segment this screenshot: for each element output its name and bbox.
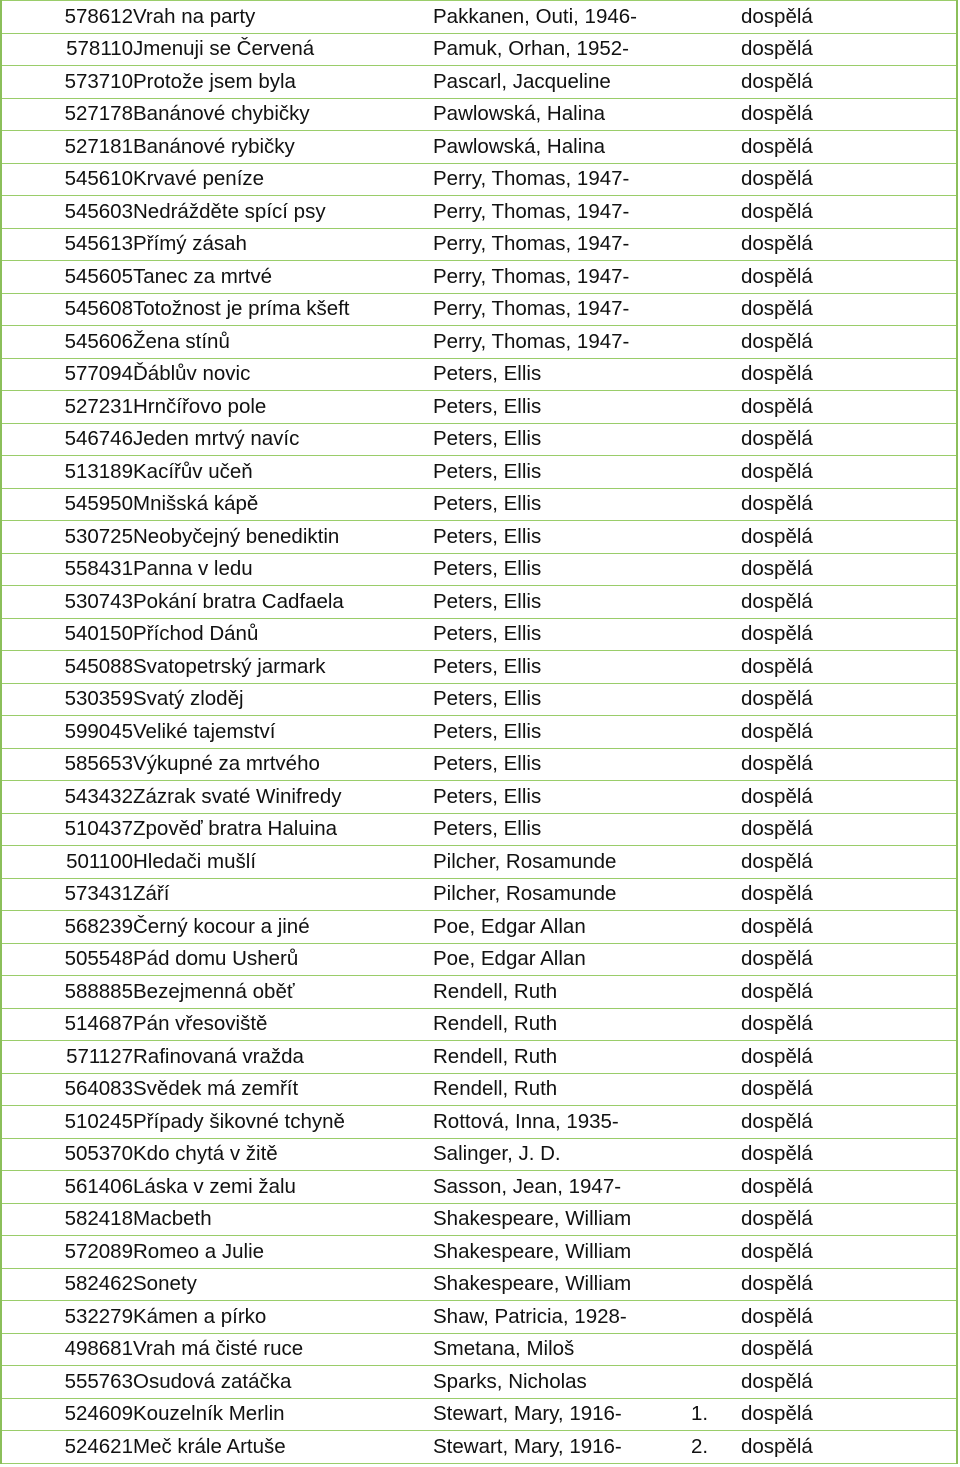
table-row xyxy=(1,781,957,814)
book-volume-cell xyxy=(691,326,741,359)
book-audience-cell: dospělá xyxy=(741,1008,957,1041)
book-author-cell: Perry, Thomas, 1947- xyxy=(433,228,691,261)
book-title-cell: Výkupné za mrtvého xyxy=(133,748,433,781)
table-row xyxy=(1,33,957,66)
book-id-cell: 561406 xyxy=(1,1171,133,1204)
book-title-cell: Vrah má čisté ruce xyxy=(133,1333,433,1366)
book-audience-cell: dospělá xyxy=(741,943,957,976)
book-volume-cell xyxy=(691,748,741,781)
book-id-cell: 578110 xyxy=(1,33,133,66)
book-title-cell: Zázrak svaté Winifredy xyxy=(133,781,433,814)
book-id-cell: 514687 xyxy=(1,1008,133,1041)
table-row xyxy=(1,521,957,554)
book-volume-cell xyxy=(691,66,741,99)
book-id-cell: 527231 xyxy=(1,391,133,424)
book-id-cell: 582462 xyxy=(1,1268,133,1301)
table-row xyxy=(1,1138,957,1171)
book-volume-cell xyxy=(691,1138,741,1171)
book-title-cell: Rafinovaná vražda xyxy=(133,1041,433,1074)
book-volume-cell xyxy=(691,813,741,846)
book-audience-cell: dospělá xyxy=(741,1366,957,1399)
book-author-cell: Rendell, Ruth xyxy=(433,1041,691,1074)
table-row xyxy=(1,1268,957,1301)
table-row xyxy=(1,1333,957,1366)
table-row xyxy=(1,163,957,196)
book-id-cell: 527181 xyxy=(1,131,133,164)
table-row xyxy=(1,488,957,521)
table-row xyxy=(1,1301,957,1334)
table-row xyxy=(1,813,957,846)
book-audience-cell: dospělá xyxy=(741,131,957,164)
book-title-cell: Tanec za mrtvé xyxy=(133,261,433,294)
table-row xyxy=(1,423,957,456)
book-audience-cell: dospělá xyxy=(741,1301,957,1334)
table-row xyxy=(1,1236,957,1269)
table-row xyxy=(1,1,957,34)
book-author-cell: Peters, Ellis xyxy=(433,521,691,554)
book-id-cell: 545605 xyxy=(1,261,133,294)
book-volume-cell xyxy=(691,1008,741,1041)
book-author-cell: Perry, Thomas, 1947- xyxy=(433,196,691,229)
book-volume-cell xyxy=(691,716,741,749)
book-audience-cell: dospělá xyxy=(741,488,957,521)
book-audience-cell: dospělá xyxy=(741,163,957,196)
book-author-cell: Sparks, Nicholas xyxy=(433,1366,691,1399)
book-title-cell: Banánové chybičky xyxy=(133,98,433,131)
book-volume-cell xyxy=(691,1073,741,1106)
book-id-cell: 585653 xyxy=(1,748,133,781)
book-id-cell: 524609 xyxy=(1,1398,133,1431)
table-row xyxy=(1,976,957,1009)
book-author-cell: Peters, Ellis xyxy=(433,651,691,684)
book-author-cell: Peters, Ellis xyxy=(433,391,691,424)
book-title-cell: Macbeth xyxy=(133,1203,433,1236)
book-volume-cell xyxy=(691,683,741,716)
book-id-cell: 540150 xyxy=(1,618,133,651)
book-author-cell: Pilcher, Rosamunde xyxy=(433,846,691,879)
table-row xyxy=(1,1008,957,1041)
book-volume-cell xyxy=(691,1268,741,1301)
book-author-cell: Shakespeare, William xyxy=(433,1236,691,1269)
book-id-cell: 582418 xyxy=(1,1203,133,1236)
book-id-cell: 573431 xyxy=(1,878,133,911)
book-id-cell: 573710 xyxy=(1,66,133,99)
book-title-cell: Svatý zloděj xyxy=(133,683,433,716)
book-id-cell: 599045 xyxy=(1,716,133,749)
book-volume-cell xyxy=(691,1041,741,1074)
book-volume-cell xyxy=(691,131,741,164)
book-id-cell: 577094 xyxy=(1,358,133,391)
book-id-cell: 510245 xyxy=(1,1106,133,1139)
book-volume-cell xyxy=(691,976,741,1009)
book-volume-cell xyxy=(691,391,741,424)
table-row xyxy=(1,98,957,131)
table-row xyxy=(1,131,957,164)
book-title-cell: Pán vřesoviště xyxy=(133,1008,433,1041)
table-row xyxy=(1,261,957,294)
table-row xyxy=(1,228,957,261)
book-author-cell: Smetana, Miloš xyxy=(433,1333,691,1366)
book-id-cell: 532279 xyxy=(1,1301,133,1334)
book-author-cell: Peters, Ellis xyxy=(433,716,691,749)
book-author-cell: Stewart, Mary, 1916- xyxy=(433,1431,691,1464)
book-id-cell: 530743 xyxy=(1,586,133,619)
book-volume-cell xyxy=(691,261,741,294)
table-row xyxy=(1,326,957,359)
table-row xyxy=(1,456,957,489)
book-audience-cell: dospělá xyxy=(741,683,957,716)
book-audience-cell: dospělá xyxy=(741,911,957,944)
book-audience-cell: dospělá xyxy=(741,456,957,489)
book-author-cell: Perry, Thomas, 1947- xyxy=(433,261,691,294)
book-audience-cell: dospělá xyxy=(741,1041,957,1074)
book-author-cell: Pascarl, Jacqueline xyxy=(433,66,691,99)
book-title-cell: Případy šikovné tchyně xyxy=(133,1106,433,1139)
book-author-cell: Pakkanen, Outi, 1946- xyxy=(433,1,691,34)
book-audience-cell: dospělá xyxy=(741,1,957,34)
table-row xyxy=(1,618,957,651)
book-audience-cell: dospělá xyxy=(741,1236,957,1269)
book-title-cell: Nedrážděte spící psy xyxy=(133,196,433,229)
book-id-cell: 558431 xyxy=(1,553,133,586)
table-row xyxy=(1,943,957,976)
book-author-cell: Peters, Ellis xyxy=(433,553,691,586)
book-id-cell: 498681 xyxy=(1,1333,133,1366)
table-row xyxy=(1,683,957,716)
book-audience-cell: dospělá xyxy=(741,228,957,261)
book-audience-cell: dospělá xyxy=(741,196,957,229)
book-audience-cell: dospělá xyxy=(741,553,957,586)
book-volume-cell xyxy=(691,943,741,976)
book-author-cell: Rottová, Inna, 1935- xyxy=(433,1106,691,1139)
table-row xyxy=(1,586,957,619)
book-author-cell: Pawlowská, Halina xyxy=(433,98,691,131)
book-volume-cell xyxy=(691,163,741,196)
book-audience-cell: dospělá xyxy=(741,358,957,391)
book-audience-cell: dospělá xyxy=(741,748,957,781)
book-title-cell: Jmenuji se Červená xyxy=(133,33,433,66)
book-volume-cell xyxy=(691,521,741,554)
book-volume-cell xyxy=(691,651,741,684)
book-title-cell: Černý kocour a jiné xyxy=(133,911,433,944)
table-row xyxy=(1,846,957,879)
book-title-cell: Ďáblův novic xyxy=(133,358,433,391)
book-audience-cell: dospělá xyxy=(741,1398,957,1431)
table-row xyxy=(1,651,957,684)
book-author-cell: Perry, Thomas, 1947- xyxy=(433,293,691,326)
book-title-cell: Kámen a pírko xyxy=(133,1301,433,1334)
book-author-cell: Pawlowská, Halina xyxy=(433,131,691,164)
book-volume-cell: 1. xyxy=(691,1398,741,1431)
book-audience-cell: dospělá xyxy=(741,1138,957,1171)
book-audience-cell: dospělá xyxy=(741,618,957,651)
book-author-cell: Perry, Thomas, 1947- xyxy=(433,326,691,359)
book-author-cell: Peters, Ellis xyxy=(433,618,691,651)
book-author-cell: Peters, Ellis xyxy=(433,488,691,521)
book-id-cell: 530359 xyxy=(1,683,133,716)
book-volume-cell xyxy=(691,456,741,489)
book-volume-cell xyxy=(691,1203,741,1236)
book-volume-cell xyxy=(691,1171,741,1204)
book-id-cell: 545610 xyxy=(1,163,133,196)
book-author-cell: Perry, Thomas, 1947- xyxy=(433,163,691,196)
book-author-cell: Peters, Ellis xyxy=(433,456,691,489)
table-row xyxy=(1,1041,957,1074)
book-volume-cell xyxy=(691,911,741,944)
book-author-cell: Rendell, Ruth xyxy=(433,1008,691,1041)
book-title-cell: Sonety xyxy=(133,1268,433,1301)
book-title-cell: Totožnost je príma kšeft xyxy=(133,293,433,326)
book-volume-cell xyxy=(691,33,741,66)
table-row xyxy=(1,293,957,326)
book-title-cell: Bezejmenná oběť xyxy=(133,976,433,1009)
book-title-cell: Krvavé peníze xyxy=(133,163,433,196)
book-author-cell: Salinger, J. D. xyxy=(433,1138,691,1171)
table-row xyxy=(1,911,957,944)
book-title-cell: Kdo chytá v žitě xyxy=(133,1138,433,1171)
book-title-cell: Mnišská kápě xyxy=(133,488,433,521)
book-id-cell: 546746 xyxy=(1,423,133,456)
book-title-cell: Veliké tajemství xyxy=(133,716,433,749)
book-title-cell: Hledači mušlí xyxy=(133,846,433,879)
book-author-cell: Rendell, Ruth xyxy=(433,1073,691,1106)
book-id-cell: 545613 xyxy=(1,228,133,261)
book-volume-cell xyxy=(691,98,741,131)
book-volume-cell xyxy=(691,488,741,521)
book-audience-cell: dospělá xyxy=(741,1106,957,1139)
book-id-cell: 527178 xyxy=(1,98,133,131)
book-author-cell: Poe, Edgar Allan xyxy=(433,943,691,976)
book-author-cell: Peters, Ellis xyxy=(433,358,691,391)
table-row xyxy=(1,1073,957,1106)
book-volume-cell xyxy=(691,423,741,456)
book-audience-cell: dospělá xyxy=(741,976,957,1009)
book-audience-cell: dospělá xyxy=(741,1431,957,1464)
book-title-cell: Kacířův učeň xyxy=(133,456,433,489)
book-title-cell: Příchod Dánů xyxy=(133,618,433,651)
book-audience-cell: dospělá xyxy=(741,521,957,554)
book-volume-cell xyxy=(691,878,741,911)
table-row xyxy=(1,1431,957,1464)
book-author-cell: Peters, Ellis xyxy=(433,781,691,814)
book-author-cell: Sasson, Jean, 1947- xyxy=(433,1171,691,1204)
book-volume-cell xyxy=(691,846,741,879)
book-title-cell: Neobyčejný benediktin xyxy=(133,521,433,554)
table-row xyxy=(1,1398,957,1431)
table-row xyxy=(1,1106,957,1139)
book-volume-cell xyxy=(691,196,741,229)
book-id-cell: 545950 xyxy=(1,488,133,521)
book-volume-cell xyxy=(691,1333,741,1366)
book-audience-cell: dospělá xyxy=(741,33,957,66)
book-title-cell: Zpověď bratra Haluina xyxy=(133,813,433,846)
book-title-cell: Jeden mrtvý navíc xyxy=(133,423,433,456)
book-audience-cell: dospělá xyxy=(741,423,957,456)
book-audience-cell: dospělá xyxy=(741,651,957,684)
table-row xyxy=(1,1366,957,1399)
book-volume-cell xyxy=(691,293,741,326)
book-id-cell: 588885 xyxy=(1,976,133,1009)
book-title-cell: Protože jsem byla xyxy=(133,66,433,99)
book-volume-cell xyxy=(691,228,741,261)
book-author-cell: Poe, Edgar Allan xyxy=(433,911,691,944)
book-audience-cell: dospělá xyxy=(741,98,957,131)
book-title-cell: Žena stínů xyxy=(133,326,433,359)
table-row xyxy=(1,553,957,586)
book-id-cell: 568239 xyxy=(1,911,133,944)
book-volume-cell xyxy=(691,618,741,651)
book-id-cell: 513189 xyxy=(1,456,133,489)
book-audience-cell: dospělá xyxy=(741,1203,957,1236)
table-row xyxy=(1,716,957,749)
book-audience-cell: dospělá xyxy=(741,781,957,814)
book-author-cell: Shakespeare, William xyxy=(433,1268,691,1301)
book-audience-cell: dospělá xyxy=(741,813,957,846)
book-id-cell: 545603 xyxy=(1,196,133,229)
table-row xyxy=(1,748,957,781)
table-row xyxy=(1,1171,957,1204)
book-author-cell: Pamuk, Orhan, 1952- xyxy=(433,33,691,66)
book-id-cell: 564083 xyxy=(1,1073,133,1106)
book-title-cell: Pád domu Usherů xyxy=(133,943,433,976)
book-id-cell: 501100 xyxy=(1,846,133,879)
book-title-cell: Osudová zatáčka xyxy=(133,1366,433,1399)
book-audience-cell: dospělá xyxy=(741,878,957,911)
book-title-cell: Svědek má zemřít xyxy=(133,1073,433,1106)
book-audience-cell: dospělá xyxy=(741,1268,957,1301)
book-author-cell: Shakespeare, William xyxy=(433,1203,691,1236)
book-author-cell: Stewart, Mary, 1916- xyxy=(433,1398,691,1431)
book-author-cell: Peters, Ellis xyxy=(433,748,691,781)
book-audience-cell: dospělá xyxy=(741,326,957,359)
book-author-cell: Peters, Ellis xyxy=(433,423,691,456)
book-title-cell: Vrah na party xyxy=(133,1,433,34)
table-row xyxy=(1,358,957,391)
book-audience-cell: dospělá xyxy=(741,1333,957,1366)
book-title-cell: Přímý zásah xyxy=(133,228,433,261)
book-volume-cell xyxy=(691,1236,741,1269)
book-volume-cell xyxy=(691,586,741,619)
book-volume-cell xyxy=(691,1301,741,1334)
book-title-cell: Meč krále Artuše xyxy=(133,1431,433,1464)
book-id-cell: 545608 xyxy=(1,293,133,326)
table-row xyxy=(1,66,957,99)
table-row xyxy=(1,391,957,424)
book-title-cell: Hrnčířovo pole xyxy=(133,391,433,424)
book-audience-cell: dospělá xyxy=(741,1171,957,1204)
book-volume-cell: 2. xyxy=(691,1431,741,1464)
table-row xyxy=(1,1203,957,1236)
book-id-cell: 578612 xyxy=(1,1,133,34)
book-audience-cell: dospělá xyxy=(741,391,957,424)
book-author-cell: Peters, Ellis xyxy=(433,683,691,716)
book-author-cell: Peters, Ellis xyxy=(433,813,691,846)
book-title-cell: Kouzelník Merlin xyxy=(133,1398,433,1431)
book-volume-cell xyxy=(691,1,741,34)
book-title-cell: Září xyxy=(133,878,433,911)
book-id-cell: 572089 xyxy=(1,1236,133,1269)
book-author-cell: Shaw, Patricia, 1928- xyxy=(433,1301,691,1334)
book-id-cell: 545606 xyxy=(1,326,133,359)
book-id-cell: 505370 xyxy=(1,1138,133,1171)
book-title-cell: Romeo a Julie xyxy=(133,1236,433,1269)
book-id-cell: 555763 xyxy=(1,1366,133,1399)
catalog-table-body xyxy=(1,1,957,1464)
book-volume-cell xyxy=(691,358,741,391)
book-audience-cell: dospělá xyxy=(741,66,957,99)
book-volume-cell xyxy=(691,1366,741,1399)
book-audience-cell: dospělá xyxy=(741,846,957,879)
book-author-cell: Peters, Ellis xyxy=(433,586,691,619)
book-author-cell: Pilcher, Rosamunde xyxy=(433,878,691,911)
book-id-cell: 530725 xyxy=(1,521,133,554)
book-volume-cell xyxy=(691,781,741,814)
book-title-cell: Panna v ledu xyxy=(133,553,433,586)
book-title-cell: Pokání bratra Cadfaela xyxy=(133,586,433,619)
book-id-cell: 524621 xyxy=(1,1431,133,1464)
book-audience-cell: dospělá xyxy=(741,586,957,619)
book-title-cell: Banánové rybičky xyxy=(133,131,433,164)
book-id-cell: 571127 xyxy=(1,1041,133,1074)
book-title-cell: Svatopetrský jarmark xyxy=(133,651,433,684)
book-title-cell: Láska v zemi žalu xyxy=(133,1171,433,1204)
book-author-cell: Rendell, Ruth xyxy=(433,976,691,1009)
book-volume-cell xyxy=(691,1106,741,1139)
book-id-cell: 510437 xyxy=(1,813,133,846)
book-audience-cell: dospělá xyxy=(741,1073,957,1106)
book-volume-cell xyxy=(691,553,741,586)
book-audience-cell: dospělá xyxy=(741,261,957,294)
book-audience-cell: dospělá xyxy=(741,716,957,749)
table-row xyxy=(1,878,957,911)
book-id-cell: 543432 xyxy=(1,781,133,814)
book-id-cell: 545088 xyxy=(1,651,133,684)
book-audience-cell: dospělá xyxy=(741,293,957,326)
book-id-cell: 505548 xyxy=(1,943,133,976)
table-row xyxy=(1,196,957,229)
